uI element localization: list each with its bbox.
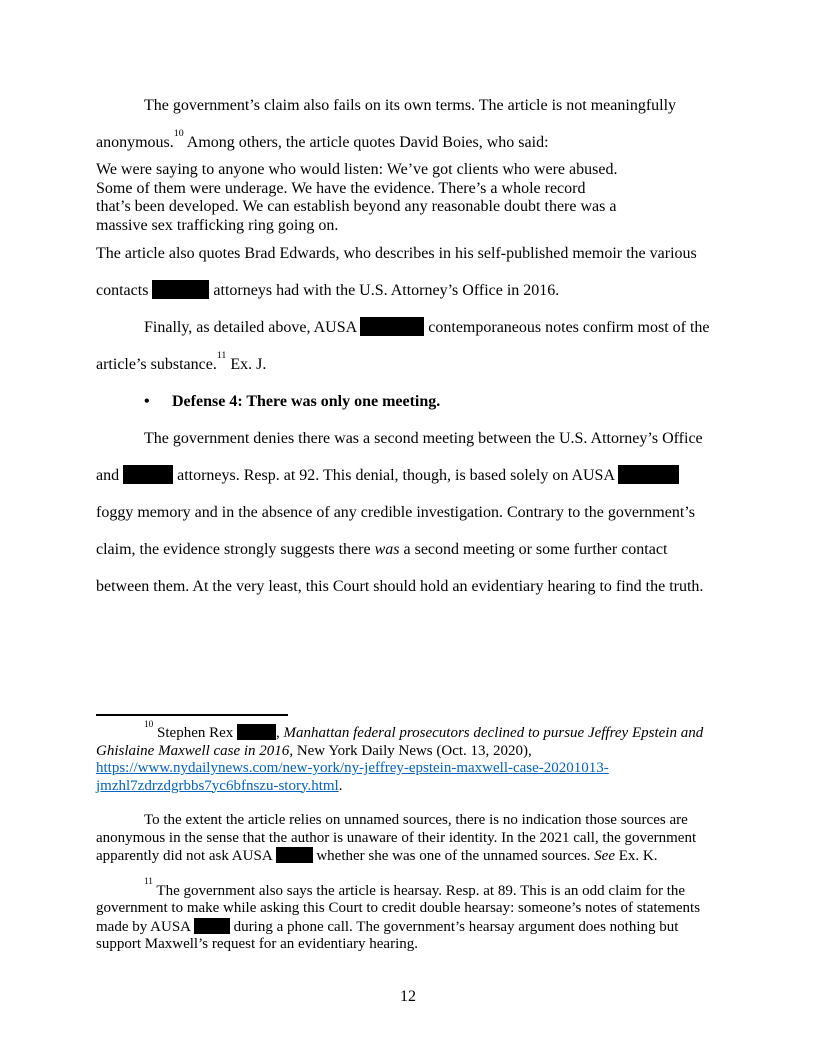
bullet-heading-text: Defense 4: There was only one meeting.	[172, 393, 441, 410]
article-hyperlink[interactable]: https://www.nydailynews.com/new-york/ny-jeffrey-epstein-maxwell-case-20201013-jmzhl7zdrzdgrbbs7yc6bfnszu-story.html	[96, 760, 609, 794]
footnote-10-continued	[96, 812, 720, 866]
body-text-run: Finally, as detailed above, AUSA	[144, 319, 361, 336]
footnote-text-run: Stephen Rex	[153, 725, 238, 741]
footnote-reference-11: 11	[216, 350, 227, 362]
redaction-box	[237, 724, 276, 740]
footnote-text-run: ,	[276, 725, 284, 741]
paragraph-government-claim	[96, 87, 720, 161]
body-text-run: The article also quotes Brad Edwards, who describes in his self-published memoir the various contacts	[96, 245, 697, 299]
redaction-box	[152, 280, 209, 299]
redaction-box	[194, 918, 230, 934]
emphasized-word: was	[374, 541, 400, 558]
bullet-icon: •	[144, 393, 150, 410]
footnote-11	[96, 877, 720, 954]
paragraph-brad-edwards	[96, 235, 720, 309]
footnote-text-run: Ex. K.	[615, 848, 658, 864]
body-text-run: The government’s claim also fails on its own terms. The article is not meaningfully anonymous.	[96, 97, 677, 151]
see-signal-italic: See	[594, 848, 615, 864]
redaction-box	[618, 465, 679, 484]
footnote-marker-10: 10	[144, 719, 154, 730]
footnote-text-run: , New York Daily News (Oct. 13, 2020),	[289, 742, 532, 759]
redaction-box	[276, 847, 313, 863]
body-text-run: Ex. J.	[226, 356, 267, 373]
footnote-reference-10: 10	[173, 128, 184, 140]
footnote-text-run: .	[338, 777, 343, 794]
paragraph-finally-ausa-notes	[96, 309, 720, 383]
footnote-text-run: To the extent the article relies on unnamed sources, there is no indication those sources are anonymous in the sense that the author is unaware of their identity. In the 2021 call, the government apparently did not ask AUSA	[96, 812, 697, 864]
article-title-italic: Manhattan federal prosecutors declined to pursue Jeffrey Epstein and Ghislaine Maxwell case in 2016	[96, 725, 704, 759]
body-text	[96, 87, 720, 605]
footnote-text-run: The government also says the article is hearsay. Resp. at 89. This is an odd claim for the government to make while asking this Court to credit double hearsay: someone’s notes of statements made by AUSA	[96, 882, 701, 935]
paragraph-second-meeting	[96, 420, 720, 605]
redaction-box	[123, 465, 173, 484]
body-text-run: Among others, the article quotes David Boies, who said:	[183, 134, 549, 151]
footnote-text-run: during a phone call. The government’s hearsay argument does nothing but support Maxwell’s request for an evidentiary hearing.	[96, 918, 679, 952]
redaction-box	[360, 317, 424, 336]
footnote-text-run: whether she was one of the unnamed sources.	[312, 848, 595, 864]
footnotes-section	[96, 714, 720, 954]
bullet-defense-4	[96, 383, 720, 420]
footnote-marker-11: 11	[144, 877, 153, 888]
footnote-10	[96, 719, 720, 795]
blockquote-david-boies: We were saying to anyone who would listen: We’ve got clients who were abused. Some of them were underage. We have the evidence. There’s a whole record that’s been developed. We can establish beyond any reasonable doubt there was a massive sex trafficking ring going on.	[96, 161, 618, 234]
footnote-separator	[96, 714, 288, 716]
body-text-run: contemporaneous notes confirm most of the article’s substance.	[96, 319, 710, 373]
body-text-run: The government denies there was a second meeting between the U.S. Attorney’s Office and	[96, 430, 703, 484]
body-text-run: attorneys had with the U.S. Attorney’s Office in 2016.	[209, 282, 560, 299]
page-number: 12	[400, 988, 416, 1005]
body-text-run: attorneys. Resp. at 92. This denial, though, is based solely on AUSA	[173, 467, 619, 484]
body-text-run: foggy memory and in the absence of any credible investigation. Contrary to the government’s claim, the evidence strongly suggests there	[96, 504, 695, 558]
body-text-run: a second meeting or some further contact between them. At the very least, this Court should hold an evidentiary hearing to find the truth.	[96, 541, 704, 595]
